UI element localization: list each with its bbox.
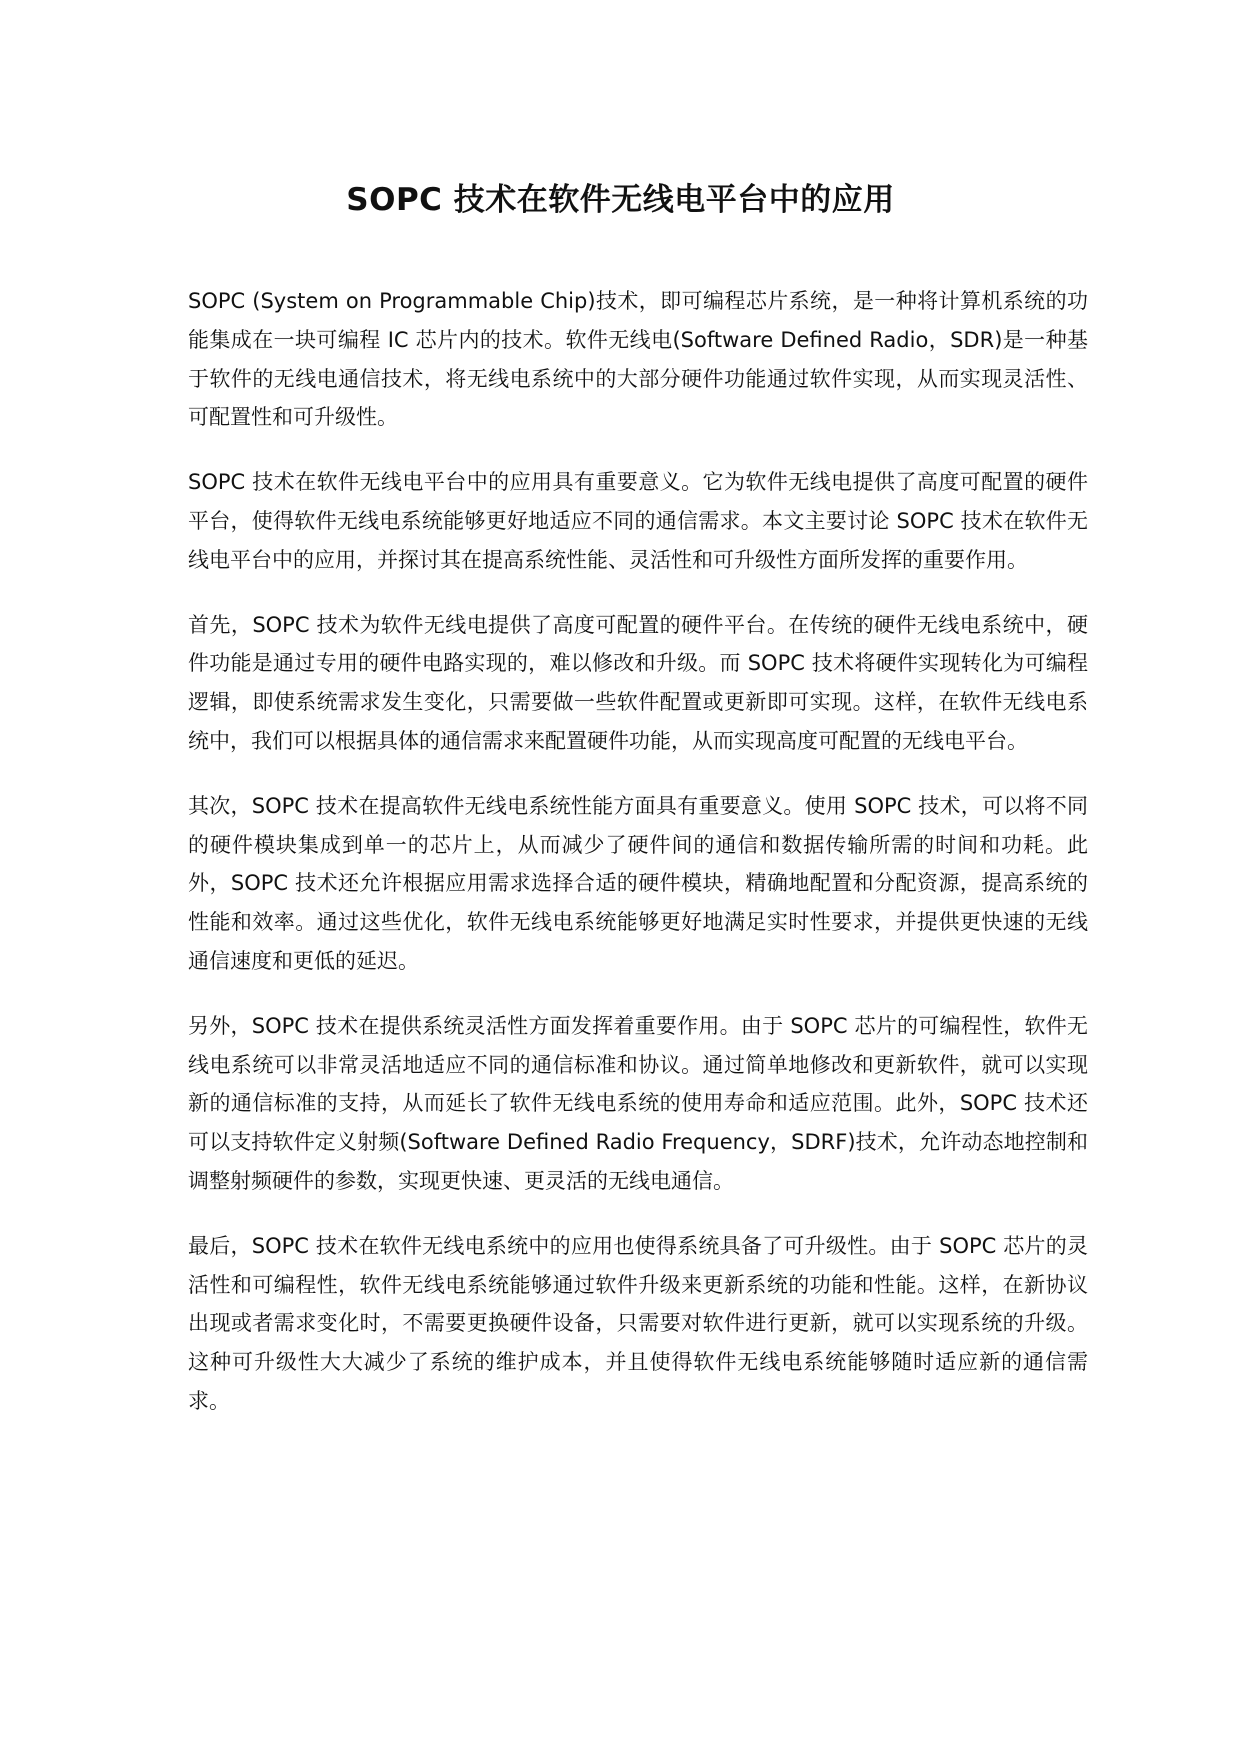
paragraph-2: SOPC 技术在软件无线电平台中的应用具有重要意义。它为软件无线电提供了高度可配置的硬件平台，使得软件无线电系统能够更好地适应不同的通信需求。本文主要讨论 SOPC 技术在软件无线电平台中的应用，并探讨其在提高系统性能、灵活性和可升级性方面所发挥的重要作用。: [188, 470, 1088, 572]
paragraph-6: 最后，SOPC 技术在软件无线电系统中的应用也使得系统具备了可升级性。由于 SOPC 芯片的灵活性和可编程性，软件无线电系统能够通过软件升级来更新系统的功能和性能。这样，在新协议出现或者需求变化时，不需要更换硬件设备，只需要对软件进行更新，就可以实现系统的升级。这种可升级性大大减少了系统的维护成本，并且使得软件无线电系统能够随时适应新的通信需求。: [188, 1233, 1088, 1413]
paragraph-5: 另外，SOPC 技术在提供系统灵活性方面发挥着重要作用。由于 SOPC 芯片的可编程性，软件无线电系统可以非常灵活地适应不同的通信标准和协议。通过简单地修改和更新软件，就可以实现新的通信标准的支持，从而延长了软件无线电系统的使用寿命和适应范围。此外，SOPC 技术还可以支持软件定义射频(Software Defined Radio Frequency，SDRF)技术，允许动态地控制和调整射频硬件的参数，实现更快速、更灵活的无线电通信。: [188, 1013, 1088, 1193]
document-body: [188, 282, 1088, 1447]
paragraph-1: SOPC (System on Programmable Chip)技术，即可编程芯片系统，是一种将计算机系统的功能集成在一块可编程 IC 芯片内的技术。软件无线电(Software Defined Radio，SDR)是一种基于软件的无线电通信技术，将无线电系统中的大部分硬件功能通过软件实现，从而实现灵活性、可配置性和可升级性。: [188, 289, 1088, 430]
page-title: SOPC 技术在软件无线电平台中的应用: [346, 182, 895, 218]
paragraph-3: 首先，SOPC 技术为软件无线电提供了高度可配置的硬件平台。在传统的硬件无线电系统中，硬件功能是通过专用的硬件电路实现的，难以修改和升级。而 SOPC 技术将硬件实现转化为可编程逻辑，即使系统需求发生变化，只需要做一些软件配置或更新即可实现。这样，在软件无线电系统中，我们可以根据具体的通信需求来配置硬件功能，从而实现高度可配置的无线电平台。: [188, 612, 1088, 753]
paragraph-4: 其次，SOPC 技术在提高软件无线电系统性能方面具有重要意义。使用 SOPC 技术，可以将不同的硬件模块集成到单一的芯片上，从而减少了硬件间的通信和数据传输所需的时间和功耗。此外，SOPC 技术还允许根据应用需求选择合适的硬件模块，精确地配置和分配资源，提高系统的性能和效率。通过这些优化，软件无线电系统能够更好地满足实时性要求，并提供更快速的无线通信速度和更低的延迟。: [188, 793, 1088, 973]
